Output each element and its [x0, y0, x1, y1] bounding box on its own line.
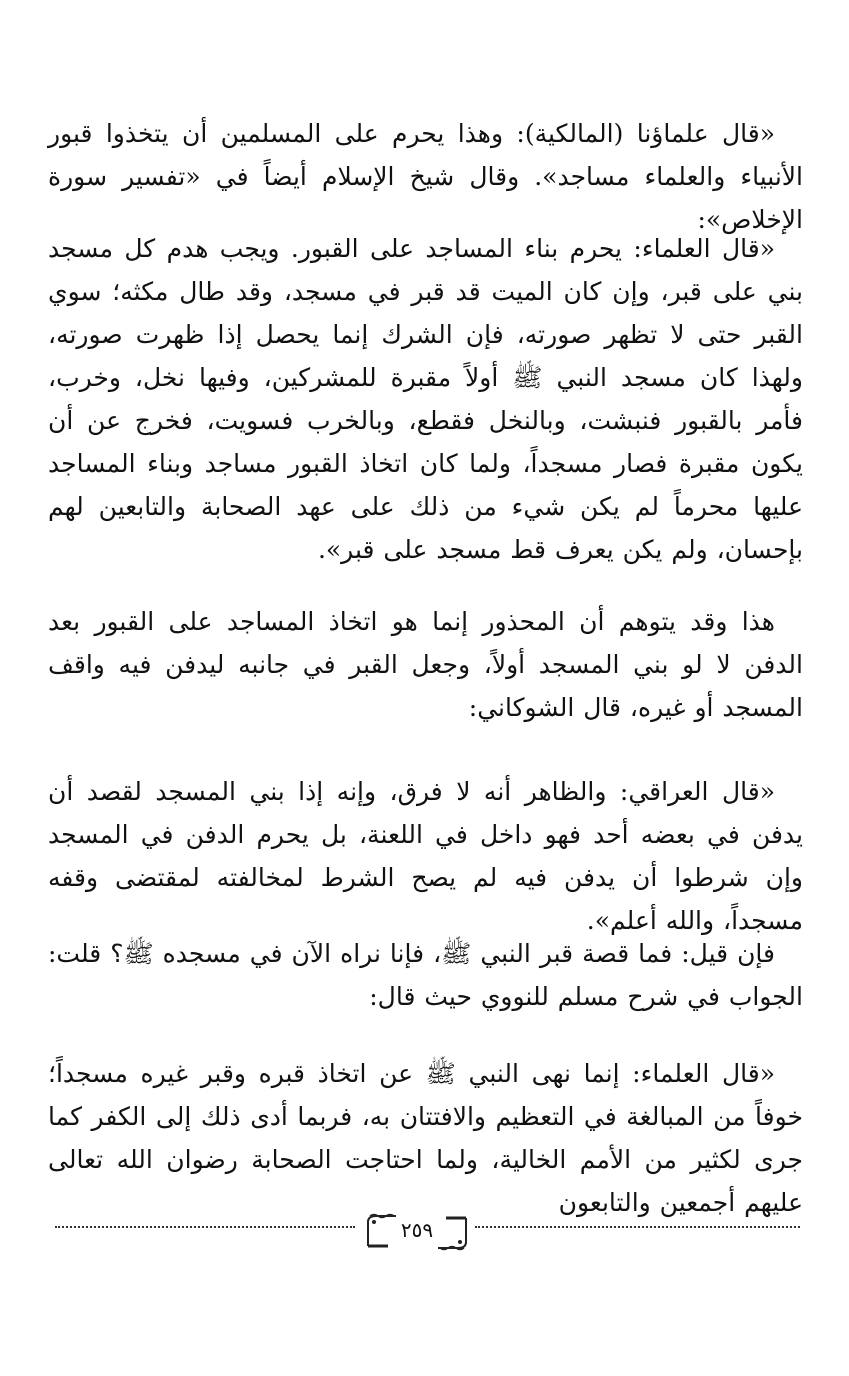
paragraph-text: «قال العراقي: والظاهر أنه لا فرق، وإنه إذا بني المسجد لقصد أن يدفن في بعضه أحد فهو داخل في اللعنة، بل يحرم الدفن في المسجد وإن شرطوا أن يدفن فيه لم يصح الشرط لمخالفته لمقتضى وقفه مسجداً، والله أعلم».	[48, 777, 803, 935]
paragraph-5	[48, 932, 803, 1018]
footer-dotted-rule-left	[55, 1226, 355, 1228]
footer-dotted-rule-right	[475, 1226, 800, 1228]
paragraph-3	[48, 600, 803, 729]
paragraph-text: هذا وقد يتوهم أن المحذور إنما هو اتخاذ المساجد على القبور بعد الدفن لا لو بني المسجد أولاً، وجعل القبر في جانبه ليدفن فيه واقف المسجد أو غيره، قال الشوكاني:	[48, 607, 803, 722]
page-footer	[55, 1212, 800, 1256]
paragraph-text: «قال علماؤنا (المالكية): وهذا يحرم على المسلمين أن يتخذوا قبور الأنبياء والعلماء مساجد». وقال شيخ الإسلام أيضاً في «تفسير سورة الإخلاص»:	[48, 119, 803, 234]
paragraph-text: فإن قيل: فما قصة قبر النبي ﷺ، فإنا نراه الآن في مسجده ﷺ؟ قلت: الجواب في شرح مسلم للنووي حيث قال:	[48, 939, 803, 1011]
paragraph-6	[48, 1052, 803, 1224]
paragraph-text: «قال العلماء: يحرم بناء المساجد على القبور. ويجب هدم كل مسجد بني على قبر، وإن كان الميت قد قبر في مسجد، وقد طال مكثه؛ سوي القبر حتى لا تظهر صورته، فإن الشرك إنما يحصل إذا ظهرت صورته، ولهذا كان مسجد النبي ﷺ أولاً مقبرة للمشركين، وفيها نخل، وخرب، فأمر بالقبور فنبشت، وبالنخل فقطع، وبالخرب فسويت، فخرج عن أن يكون مقبرة فصار مسجداً، ولما كان اتخاذ القبور مساجد وبناء المساجد عليها محرماً لم يكن شيء من ذلك على عهد الصحابة والتابعين لهم بإحسان، ولم يكن يعرف قط مسجد على قبر».	[48, 234, 803, 564]
paragraph-1	[48, 112, 803, 241]
paragraph-4	[48, 770, 803, 942]
page-number-frame	[362, 1212, 472, 1252]
paragraph-text: «قال العلماء: إنما نهى النبي ﷺ عن اتخاذ قبره وقبر غيره مسجداً؛ خوفاً من المبالغة في التعظيم والافتتان به، فربما أدى ذلك إلى الكفر كما جرى لكثير من الأمم الخالية، ولما احتاجت الصحابة رضوان الله تعالى عليهم أجمعين والتابعون	[48, 1059, 803, 1217]
page-number: ٢٥٩	[400, 1218, 434, 1242]
paragraph-2	[48, 227, 803, 571]
